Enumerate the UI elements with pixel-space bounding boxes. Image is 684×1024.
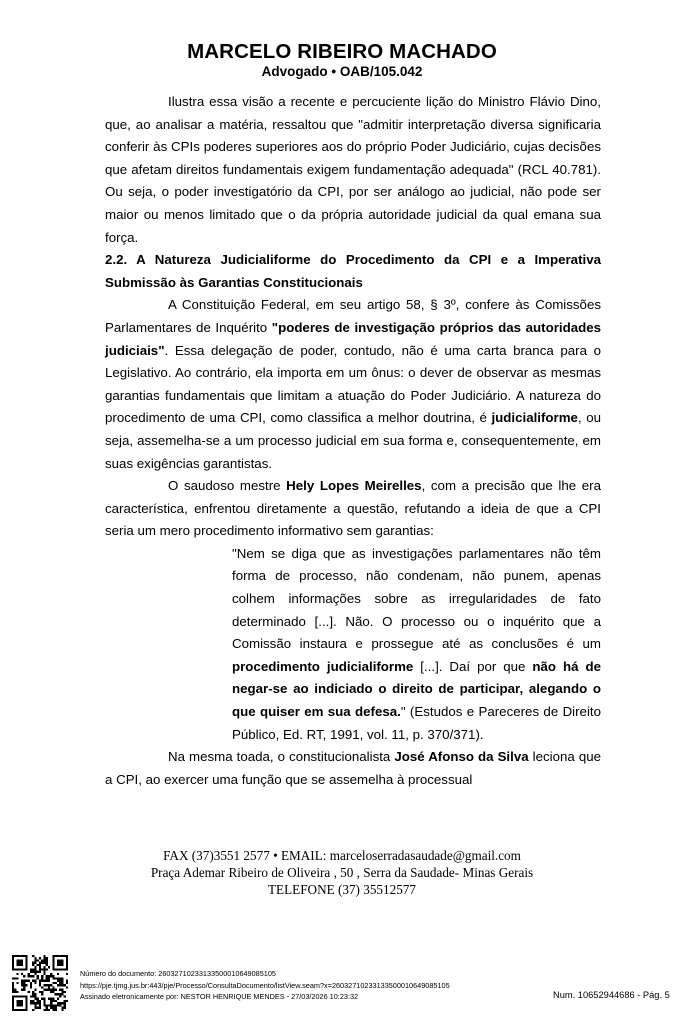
paragraph-2-text-a: A Constituição Federal, em seu artigo 58, § 3º, confere às Comissões Parlamentares de Inquérito xyxy=(105,297,601,335)
paragraph-2-text-c: . Essa delegação de poder, contudo, não é uma carta branca para o Legislativo. Ao contrário, ela importa em um ônus: o dever de observar as mesmas garantias fundamentais que limitam a atuação do Poder Judiciário. A natureza do procedimento de uma CPI, como classifica a melhor doutrina, é xyxy=(105,342,601,426)
paragraph-4 xyxy=(105,746,601,791)
paragraph-2-bold-d: judicialiforme xyxy=(491,410,578,426)
section-heading xyxy=(105,249,601,294)
footer-contact: FAX (37)3551 2577 • EMAIL: marceloserradasaudade@gmail.com xyxy=(163,848,521,863)
signature-line: Assinado eletronicamente por: NESTOR HENRIQUE MENDES - 27/03/2026 10:23:32 xyxy=(80,992,359,1001)
letterhead xyxy=(0,40,684,80)
doc-number: Número do documento: 26032710233133500010649085105 xyxy=(80,969,276,978)
paragraph-3-text-c: , com a precisão que lhe era característica, enfrentou diretamente a questão, refutando a ideia de que a CPI seria um mero procedimento informativo sem garantias: xyxy=(105,478,601,539)
paragraph-1: Ilustra essa visão a recente e percuciente lição do Ministro Flávio Dino, que, ao analisar a matéria, ressaltou que "admitir interpretação diversa significaria conferir às CPIs poderes superiores aos do próprio Poder Judiciário, cujas decisões que afetam direitos fundamentais exigem fundamentação adequada" (RCL 40.781). Ou seja, o poder investigatório da CPI, por ser análogo ao judicial, não pode ser maior ou menos limitado que o da própria autoridade judicial da qual emana sua força. xyxy=(105,94,601,245)
paragraph-3-text-a: O saudoso mestre xyxy=(168,478,287,494)
qr-code-icon xyxy=(12,955,68,1011)
footer-address: Praça Ademar Ribeiro de Oliveira , 50 , Serra da Saudade- Minas Gerais xyxy=(150,865,534,880)
quote-bold-b: procedimento judicialiforme xyxy=(232,658,414,674)
paragraph-3-bold-b: Hely Lopes Meirelles xyxy=(286,478,422,494)
paragraph-2 xyxy=(105,294,601,475)
quote-bold-d: não há de negar-se ao indiciado o direito de participar, alegando o que quiser em sua defesa. xyxy=(232,658,601,720)
footer-phone: TELEFONE (37) 35512577 xyxy=(268,882,416,897)
document-metadata xyxy=(80,968,450,1003)
lawyer-name: MARCELO RIBEIRO MACHADO xyxy=(187,40,497,63)
paragraph-2-text-e: , ou seja, assemelha-se a um processo judicial em sua forma e, consequentemente, em suas exigências garantistas. xyxy=(105,410,601,471)
paragraph-4-text-a: Na mesma toada, o constitucionalista xyxy=(168,749,395,765)
block-quote xyxy=(232,543,601,746)
letterhead-footer xyxy=(0,847,684,898)
paragraph-4-bold-b: José Afonso da Silva xyxy=(394,749,529,765)
document-body xyxy=(105,91,601,791)
paragraph-2-bold-b: "poderes de investigação próprios das autoridades judiciais" xyxy=(105,319,601,358)
quote-text-c: [...]. Daí por que xyxy=(413,658,533,674)
paragraph-4-text-c: leciona que a CPI, ao exercer uma função que se assemelha à processual xyxy=(105,749,602,787)
quote-text-e: " (Estudos e Pareceres de Direito Público, Ed. RT, 1991, vol. 11, p. 370/371). xyxy=(232,704,601,742)
section-heading-text: 2.2. A Natureza Judicialiforme do Procedimento da CPI e a Imperativa Submissão às Garantias Constitucionais xyxy=(105,252,601,290)
paragraph-3 xyxy=(105,475,601,543)
quote-text-a: "Nem se diga que as investigações parlamentares não têm forma de processo, não condenam, não punem, apenas colhem informações sobre as irregularidades de fato determinado [...]. Não. O processo ou o inquérito que a Comissão instaura e prossegue até as conclusões é um xyxy=(232,545,601,652)
page-number: Num. 10652944686 - Pág. 5 xyxy=(553,990,670,1000)
doc-url[interactable]: https://pje.tjmg.jus.br:443/pje/Processo/ConsultaDocumento/listView.seam?x=26032710233133500010649085105 xyxy=(80,980,450,990)
lawyer-role: Advogado • OAB/105.042 xyxy=(261,64,423,79)
